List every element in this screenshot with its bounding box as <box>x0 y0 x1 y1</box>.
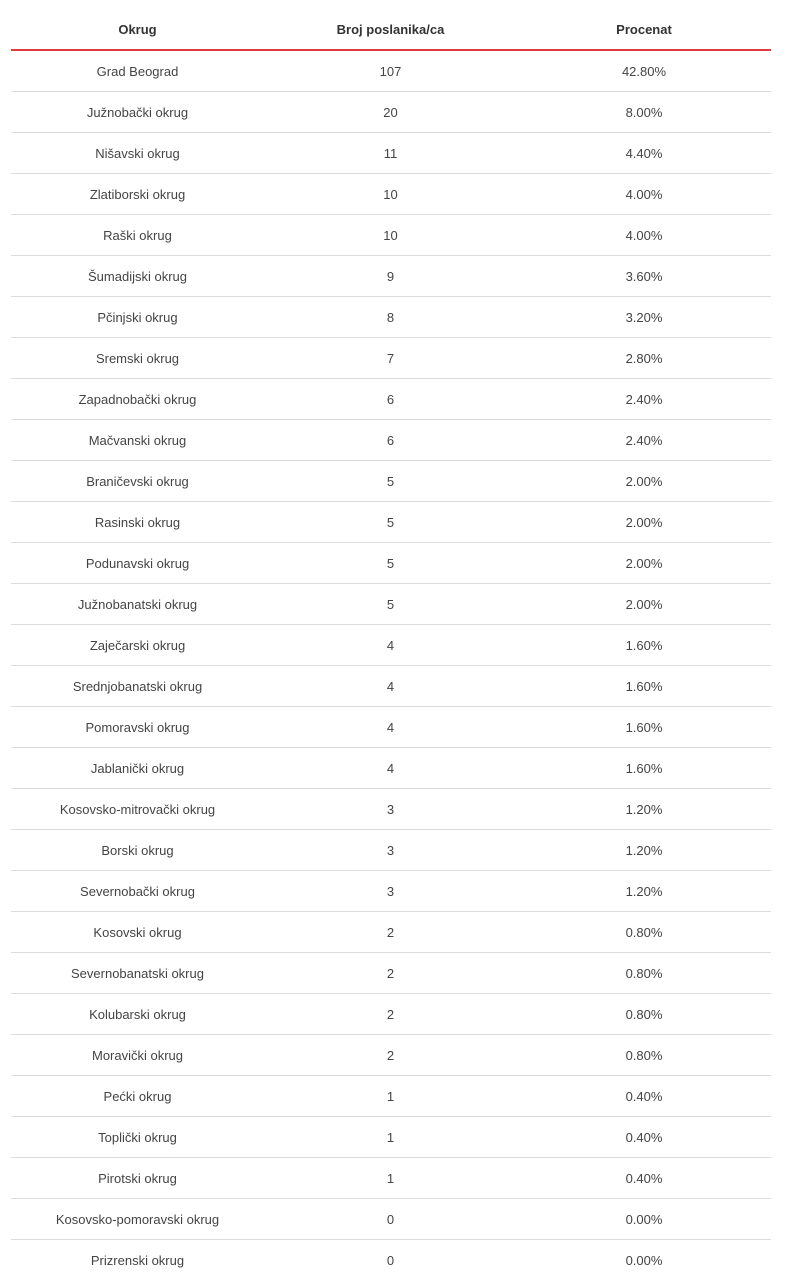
cell-broj-poslanika: 7 <box>264 338 517 379</box>
cell-okrug: Grad Beograd <box>11 50 264 92</box>
cell-procenat: 2.00% <box>517 502 771 543</box>
table-row <box>11 625 771 666</box>
cell-broj-poslanika: 0 <box>264 1199 517 1240</box>
cell-okrug: Jablanički okrug <box>11 748 264 789</box>
cell-okrug: Braničevski okrug <box>11 461 264 502</box>
table-row <box>11 338 771 379</box>
cell-broj-poslanika: 5 <box>264 584 517 625</box>
table-row <box>11 1240 771 1280</box>
cell-okrug: Pomoravski okrug <box>11 707 264 748</box>
cell-broj-poslanika: 2 <box>264 1035 517 1076</box>
cell-procenat: 2.00% <box>517 461 771 502</box>
cell-okrug: Pčinjski okrug <box>11 297 264 338</box>
cell-okrug: Severnobački okrug <box>11 871 264 912</box>
cell-broj-poslanika: 3 <box>264 789 517 830</box>
cell-procenat: 1.60% <box>517 707 771 748</box>
cell-okrug: Sremski okrug <box>11 338 264 379</box>
cell-broj-poslanika: 11 <box>264 133 517 174</box>
cell-procenat: 0.80% <box>517 912 771 953</box>
cell-okrug: Prizrenski okrug <box>90 1252 185 1268</box>
cell-broj-poslanika: 20 <box>264 92 517 133</box>
table-row <box>11 502 771 543</box>
cell-broj-poslanika: 3 <box>264 830 517 871</box>
cell-okrug: Kosovsko-mitrovački okrug <box>11 789 264 830</box>
cell-procenat: 1.20% <box>517 871 771 912</box>
cell-broj-poslanika: 2 <box>264 912 517 953</box>
cell-okrug: Pirotski okrug <box>11 1158 264 1199</box>
cell-procenat: 8.00% <box>517 92 771 133</box>
cell-procenat: 2.40% <box>517 379 771 420</box>
cell-procenat: 0.40% <box>517 1076 771 1117</box>
cell-broj-poslanika: 4 <box>264 625 517 666</box>
cell-broj-poslanika: 6 <box>264 379 517 420</box>
cell-procenat: 2.80% <box>517 338 771 379</box>
table-row <box>11 830 771 871</box>
table-row <box>11 1076 771 1117</box>
cell-okrug: Šumadijski okrug <box>11 256 264 297</box>
cell-okrug: Kolubarski okrug <box>11 994 264 1035</box>
table-row <box>11 297 771 338</box>
cell-okrug: Raški okrug <box>11 215 264 256</box>
cell-broj-poslanika: 9 <box>264 256 517 297</box>
cell-okrug: Borski okrug <box>11 830 264 871</box>
cell-broj-poslanika: 10 <box>264 215 517 256</box>
cell-procenat: 1.60% <box>517 625 771 666</box>
cell-broj-poslanika: 5 <box>264 461 517 502</box>
cell-broj-poslanika: 4 <box>264 748 517 789</box>
cell-procenat: 0.40% <box>517 1158 771 1199</box>
cell-broj-poslanika: 6 <box>264 420 517 461</box>
cell-okrug: Zapadnobački okrug <box>11 379 264 420</box>
header-row <box>11 9 771 50</box>
cell-procenat: 4.40% <box>517 133 771 174</box>
table-row <box>11 584 771 625</box>
cell-procenat: 3.60% <box>517 256 771 297</box>
cell-okrug: Moravički okrug <box>11 1035 264 1076</box>
cell-okrug: Kosovski okrug <box>11 912 264 953</box>
table-row <box>11 133 771 174</box>
cell-broj-poslanika: 1 <box>264 1076 517 1117</box>
cell-broj-poslanika: 0 <box>386 1252 395 1268</box>
cell-procenat: 2.00% <box>517 543 771 584</box>
cell-procenat: 4.00% <box>517 174 771 215</box>
table-row <box>11 461 771 502</box>
districts-table <box>11 9 771 1280</box>
cell-broj-poslanika: 5 <box>264 543 517 584</box>
cell-procenat: 1.60% <box>517 748 771 789</box>
cell-procenat: 0.80% <box>517 994 771 1035</box>
table-row <box>11 748 771 789</box>
column-header-procenat[interactable]: Procenat <box>517 9 771 50</box>
cell-procenat: 0.40% <box>517 1117 771 1158</box>
cell-okrug: Zlatiborski okrug <box>11 174 264 215</box>
cell-okrug: Pećki okrug <box>11 1076 264 1117</box>
table-row <box>11 707 771 748</box>
cell-procenat: 4.00% <box>517 215 771 256</box>
cell-broj-poslanika: 4 <box>264 707 517 748</box>
cell-broj-poslanika: 3 <box>264 871 517 912</box>
table-row <box>11 50 771 92</box>
cell-broj-poslanika: 8 <box>264 297 517 338</box>
cell-okrug: Severnobanatski okrug <box>11 953 264 994</box>
table-row <box>11 174 771 215</box>
cell-procenat: 2.40% <box>517 420 771 461</box>
table-row <box>11 789 771 830</box>
cell-okrug: Kosovsko-pomoravski okrug <box>11 1199 264 1240</box>
cell-procenat: 2.00% <box>517 584 771 625</box>
cell-broj-poslanika: 107 <box>264 50 517 92</box>
cell-broj-poslanika: 1 <box>264 1117 517 1158</box>
cell-procenat: 1.20% <box>517 830 771 871</box>
table-row <box>11 994 771 1035</box>
table-row <box>11 379 771 420</box>
cell-okrug: Srednjobanatski okrug <box>11 666 264 707</box>
cell-procenat: 0.80% <box>517 1035 771 1076</box>
cell-broj-poslanika: 2 <box>264 994 517 1035</box>
column-header-broj-poslanika[interactable]: Broj poslanika/ca <box>264 9 517 50</box>
cell-broj-poslanika: 10 <box>264 174 517 215</box>
table-row <box>11 92 771 133</box>
table-row <box>11 953 771 994</box>
cell-procenat: 0.00% <box>625 1252 663 1268</box>
cell-okrug: Zaječarski okrug <box>11 625 264 666</box>
cell-okrug: Južnobački okrug <box>11 92 264 133</box>
cell-broj-poslanika: 2 <box>264 953 517 994</box>
cell-okrug: Toplički okrug <box>11 1117 264 1158</box>
table-body <box>11 50 771 1280</box>
cell-procenat: 3.20% <box>517 297 771 338</box>
table-row <box>11 912 771 953</box>
table-row <box>11 543 771 584</box>
cell-broj-poslanika: 1 <box>264 1158 517 1199</box>
table-row <box>11 215 771 256</box>
data-table-container <box>11 9 771 1280</box>
table-row <box>11 256 771 297</box>
cell-okrug: Mačvanski okrug <box>11 420 264 461</box>
table-row <box>11 420 771 461</box>
cell-procenat: 42.80% <box>517 50 771 92</box>
table-row <box>11 871 771 912</box>
cell-okrug: Južnobanatski okrug <box>11 584 264 625</box>
table-row <box>11 1117 771 1158</box>
cell-procenat: 0.80% <box>517 953 771 994</box>
table-header <box>11 9 771 50</box>
table-row <box>11 1199 771 1240</box>
cell-procenat: 1.20% <box>517 789 771 830</box>
cell-procenat: 1.60% <box>517 666 771 707</box>
cell-broj-poslanika: 5 <box>264 502 517 543</box>
cell-okrug: Nišavski okrug <box>11 133 264 174</box>
cell-procenat: 0.00% <box>517 1199 771 1240</box>
table-row <box>11 1158 771 1199</box>
column-header-okrug[interactable]: Okrug <box>11 9 264 50</box>
cell-okrug: Podunavski okrug <box>11 543 264 584</box>
table-row <box>11 1035 771 1076</box>
table-row <box>11 666 771 707</box>
cell-okrug: Rasinski okrug <box>11 502 264 543</box>
cell-broj-poslanika: 4 <box>264 666 517 707</box>
